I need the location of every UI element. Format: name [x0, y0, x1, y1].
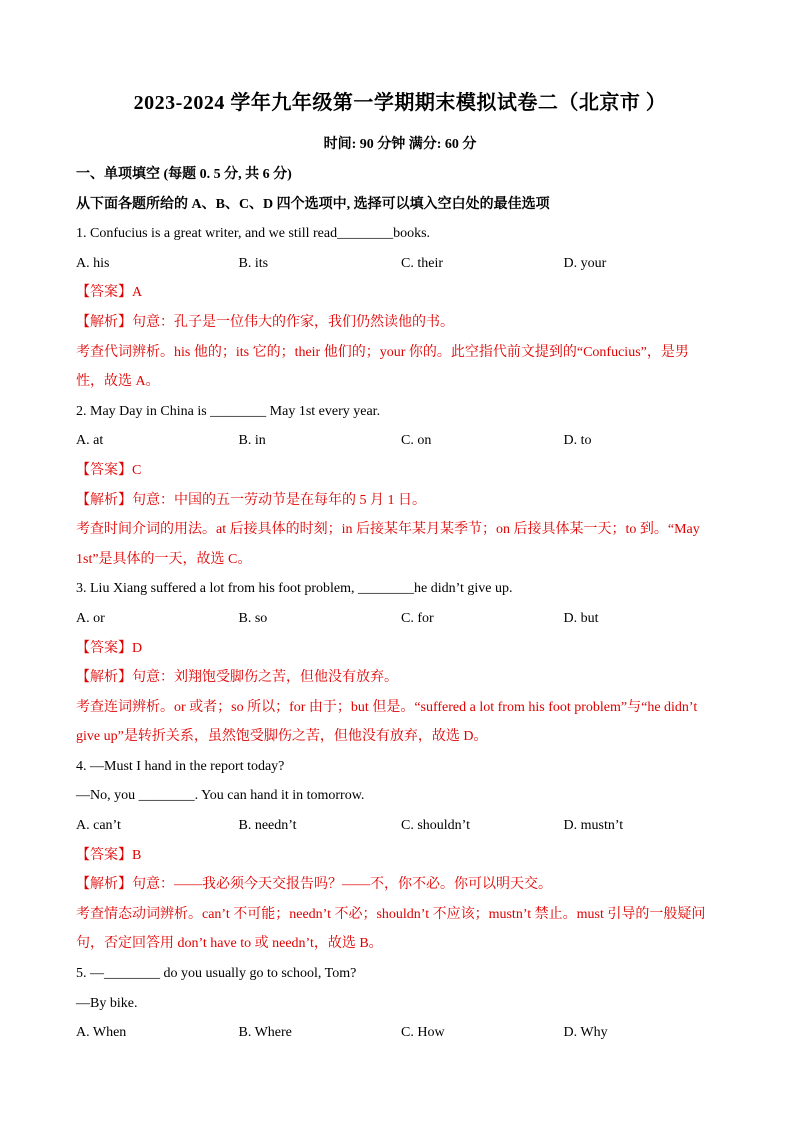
explanation-line: 考查连词辨析。or 或者；so 所以；for 由于；but 但是。“suffered a lot from his foot problem”与“he didn’t — [76, 699, 698, 715]
options-row — [76, 1018, 726, 1048]
explanation-line: 句，否定回答用 don’t have to 或 needn’t，故选 B。 — [76, 936, 383, 952]
analysis: 【解析】句意：孔子是一位伟大的作家，我们仍然读他的书。 — [76, 314, 454, 330]
exam-info: 时间: 90 分钟 满分: 60 分 — [323, 137, 477, 152]
question-stem: 4. —Must I hand in the report today? — [76, 758, 285, 774]
question-2 — [76, 397, 726, 575]
option-b: B. needn’t — [238, 818, 297, 834]
section-instruction: 从下面各题所给的 A、B、C、D 四个选项中, 选择可以填入空白处的最佳选项 — [76, 196, 550, 212]
option-a: A. or — [76, 610, 105, 626]
answer: 【答案】B — [76, 847, 142, 863]
section-heading: 一、单项填空 (每题 0. 5 分, 共 6 分) — [76, 167, 292, 182]
option-d: D. mustn’t — [563, 818, 624, 834]
question-stem: 5. —________ do you usually go to school, Tom? — [76, 966, 357, 982]
option-b: B. its — [238, 255, 269, 271]
analysis: 【解析】句意：刘翔饱受脚伤之苦，但他没有放弃。 — [76, 670, 398, 686]
option-b: B. Where — [238, 1025, 292, 1041]
explanation-line: 考查代词辨析。his 他的；its 它的；their 他们的；your 你的。此空指代前文提到的“Confucius”，是男 — [76, 344, 689, 360]
option-a: A. When — [76, 1025, 127, 1041]
question-1 — [76, 219, 726, 397]
explanation-line: 考查情态动词辨析。can’t 不可能；needn’t 不必；shouldn’t 不应该；mustn’t 禁止。must 引导的一般疑问 — [76, 906, 706, 922]
option-b: B. so — [238, 610, 268, 626]
options-row — [76, 811, 726, 841]
option-c: C. their — [401, 255, 443, 271]
answer: 【答案】D — [76, 640, 143, 656]
option-b: B. in — [238, 433, 266, 449]
question-stem: 1. Confucius is a great writer, and we still read________books. — [76, 226, 431, 242]
question-stem: 3. Liu Xiang suffered a lot from his foot problem, ________he didn’t give up. — [76, 581, 513, 597]
question-4 — [76, 752, 726, 959]
analysis: 【解析】句意：——我必须今天交报告吗？——不，你不必。你可以明天交。 — [76, 877, 552, 893]
question-stem: —No, you ________. You can hand it in tomorrow. — [76, 788, 365, 804]
question-stem: 2. May Day in China is ________ May 1st every year. — [76, 403, 381, 419]
option-d: D. Why — [563, 1025, 608, 1041]
option-c: C. How — [401, 1025, 445, 1041]
option-a: A. can’t — [76, 818, 121, 834]
options-row — [76, 604, 726, 634]
explanation-line: 考查时间介词的用法。at 后接具体的时刻；in 后接某年某月某季节；on 后接具体某一天；to 到。“May — [76, 522, 700, 538]
option-d: D. but — [563, 610, 599, 626]
explanation-line: 性，故选 A。 — [76, 374, 160, 390]
question-stem: —By bike. — [76, 995, 138, 1011]
options-row — [76, 249, 726, 279]
answer: 【答案】A — [76, 285, 143, 301]
page-title: 2023-2024 学年九年级第一学期期末模拟试卷二（北京市 ） — [133, 92, 667, 114]
explanation-line: give up”是转折关系，虽然饱受脚伤之苦，但他没有放弃，故选 D。 — [76, 729, 488, 745]
option-c: C. on — [401, 433, 432, 449]
analysis: 【解析】句意：中国的五一劳动节是在每年的 5 月 1 日。 — [76, 492, 426, 508]
option-a: A. at — [76, 433, 104, 449]
exam-content — [76, 160, 726, 1048]
option-c: C. for — [401, 610, 434, 626]
answer: 【答案】C — [76, 462, 142, 478]
options-row — [76, 426, 726, 456]
explanation-line: 1st”是具体的一天，故选 C。 — [76, 551, 252, 567]
question-5 — [76, 959, 726, 1048]
option-d: D. your — [563, 255, 607, 271]
option-a: A. his — [76, 255, 110, 271]
option-c: C. shouldn’t — [401, 818, 470, 834]
option-d: D. to — [563, 433, 592, 449]
question-3 — [76, 574, 726, 752]
